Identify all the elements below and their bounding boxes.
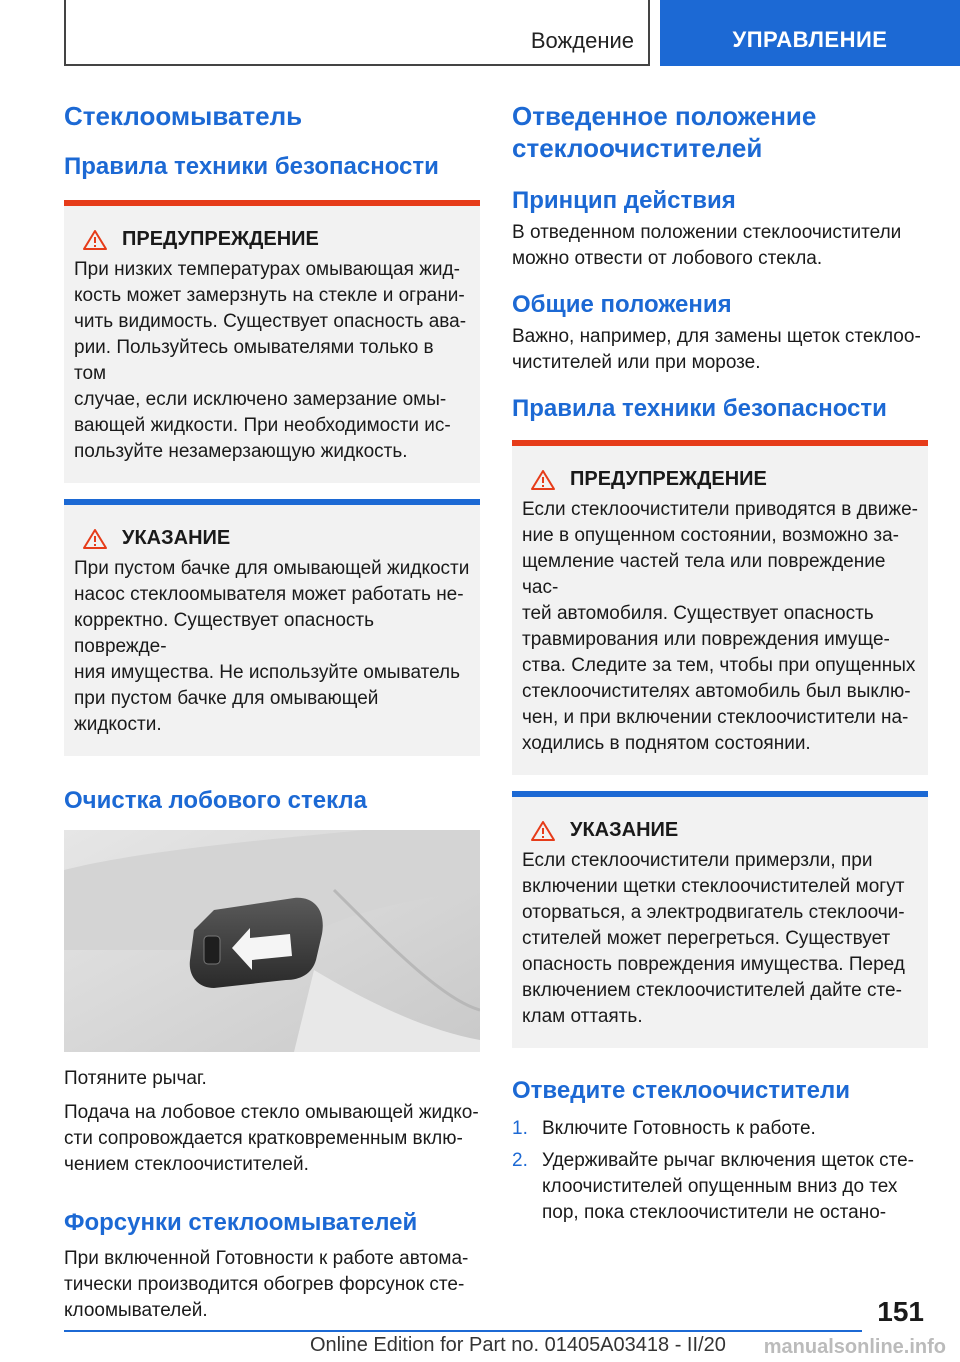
text-line: чить видимость. Существует опасность ава- <box>74 311 467 332</box>
nozzles-heading: Форсунки стеклоомывателей <box>64 1209 418 1236</box>
text-line: включении щетки стеклоочистителей могут <box>522 876 905 897</box>
note-label: УКАЗАНИЕ <box>122 527 231 549</box>
note-box-left <box>64 499 480 756</box>
text-line: случае, если исключено замерзание омы- <box>74 389 447 410</box>
general-text <box>512 324 928 376</box>
text-line: ства. Следите за тем, чтобы при опущенных <box>522 655 916 676</box>
text-line: чен, и при включении стеклоочистители на- <box>522 707 909 728</box>
text-line: чистителей или при морозе. <box>512 352 761 373</box>
title-line: Отведенное положение <box>512 101 817 131</box>
text-line: сти сопровождается кратковременным вклю- <box>64 1128 463 1149</box>
text-line: Если стеклоочистители примерзли, при <box>522 850 873 871</box>
text-line: Удерживайте рычаг включения щеток сте- <box>542 1150 914 1171</box>
text-line: ние в опущенном состоянии, возможно за- <box>522 525 899 546</box>
text-line: клоомывателей. <box>64 1300 208 1321</box>
warning-title <box>74 228 470 251</box>
warning-text-right <box>522 497 918 757</box>
text-line: чением стеклоочистителей. <box>64 1154 309 1175</box>
text-line: оторваться, а электродвигатель стеклоочи- <box>522 902 905 923</box>
header-section-tab <box>64 0 650 66</box>
text-line: насос стеклоомывателя может работать не- <box>74 584 464 605</box>
text-line: вающей жидкости. При необходимости ис- <box>74 415 451 436</box>
general-heading: Общие положения <box>512 291 732 318</box>
text-line: ния имущества. Не используйте омыватель <box>74 662 461 683</box>
caution-triangle-icon <box>530 820 556 842</box>
text-line: ходились в поднятом состоянии. <box>522 733 811 754</box>
header-section-label: Вождение <box>530 28 634 53</box>
text-line: стителей может перегреться. Существует <box>522 928 891 949</box>
warning-label: ПРЕДУПРЕЖДЕНИЕ <box>122 228 319 250</box>
text-line: тей автомобиля. Существует опасность <box>522 603 874 624</box>
step-number: 1. <box>512 1118 528 1139</box>
principle-heading: Принцип действия <box>512 187 736 214</box>
list-item <box>512 1116 928 1142</box>
left-column <box>64 100 480 1324</box>
text-line: В отведенном положении стеклоочистители <box>512 222 902 243</box>
text-line: при пустом бачке для омывающей жидкости. <box>74 688 379 735</box>
text-line: пользуйте незамерзающую жидкость. <box>74 441 408 462</box>
text-line: можно отвести от лобового стекла. <box>512 248 823 269</box>
title-line: стеклоочистителей <box>512 133 763 163</box>
step-text <box>542 1116 816 1142</box>
note-title <box>74 527 470 550</box>
warning-triangle-icon <box>82 229 108 251</box>
header-chapter-tab[interactable] <box>660 0 960 66</box>
principle-text <box>512 220 928 272</box>
wiper-lever-image <box>64 830 480 1052</box>
text-line: щемление частей тела или повреждение час- <box>522 551 886 598</box>
text-line: стеклоочистителях автомобиль был выклю- <box>522 681 911 702</box>
lever-illustration <box>64 830 480 1052</box>
page-number: 151 <box>877 1296 924 1327</box>
right-column <box>512 100 928 1232</box>
text-line: Если стеклоочистители приводятся в движе- <box>522 499 918 520</box>
note-box-right <box>512 791 928 1048</box>
warning-text-left <box>74 257 470 465</box>
text-line: тически производится обогрев форсунок сте- <box>64 1274 465 1295</box>
warning-label: ПРЕДУПРЕЖДЕНИЕ <box>570 468 767 490</box>
safety-heading-right: Правила техники безопасности <box>512 395 887 422</box>
text-line: Важно, например, для замены щеток стеклоо- <box>512 326 921 347</box>
text-line: Подача на лобовое стекло омывающей жидко- <box>64 1102 479 1123</box>
text-line: клам оттаять. <box>522 1006 643 1027</box>
pull-lever-text: Потяните рычаг. <box>64 1068 207 1089</box>
footer-watermark: manualsonline.info <box>763 1336 946 1358</box>
note-label: УКАЗАНИЕ <box>570 819 679 841</box>
warning-box-right <box>512 440 928 775</box>
note-text-right <box>522 848 918 1030</box>
warning-box-left <box>64 200 480 483</box>
steps-heading: Отведите стеклоочистители <box>512 1077 851 1104</box>
text-line: При пустом бачке для омывающей жидкости <box>74 558 470 579</box>
section-title-washer: Стеклоомыватель <box>64 101 303 131</box>
text-line: При низких температурах омывающая жид- <box>74 259 460 280</box>
text-line: опасность повреждения имущества. Перед <box>522 954 905 975</box>
text-line: включением стеклоочистителей дайте сте- <box>522 980 902 1001</box>
steps-list <box>512 1116 928 1226</box>
text-line: кость может замерзнуть на стекле и ограни- <box>74 285 465 306</box>
text-line: рии. Пользуйтесь омывателями только в том <box>74 337 434 384</box>
nozzles-text <box>64 1246 480 1324</box>
header-chapter-label: УПРАВЛЕНИЕ <box>732 27 888 52</box>
caution-triangle-icon <box>82 528 108 550</box>
cleaning-heading: Очистка лобового стекла <box>64 787 368 814</box>
text-line: Включите Готовность к работе. <box>542 1118 816 1139</box>
supply-text <box>64 1100 480 1178</box>
text-line: При включенной Готовности к работе автома- <box>64 1248 469 1269</box>
text-line: травмирования или повреждения имуще- <box>522 629 890 650</box>
footer-edition: Online Edition for Part no. 01405A03418 - II/20 <box>310 1334 726 1356</box>
text-line: клоочистителей опущенным вниз до тех <box>542 1176 898 1197</box>
text-line: корректно. Существует опасность поврежде- <box>74 610 375 657</box>
list-item <box>512 1148 928 1226</box>
step-number: 2. <box>512 1150 528 1171</box>
note-text-left <box>74 556 470 738</box>
step-text <box>542 1148 914 1226</box>
section-title-service-position <box>512 100 928 164</box>
safety-heading-left: Правила техники безопасности <box>64 153 439 180</box>
footer-divider <box>64 1330 862 1332</box>
note-title <box>522 819 918 842</box>
warning-title <box>522 468 918 491</box>
warning-triangle-icon <box>530 469 556 491</box>
text-line: пор, пока стеклоочистители не остано- <box>542 1202 887 1223</box>
